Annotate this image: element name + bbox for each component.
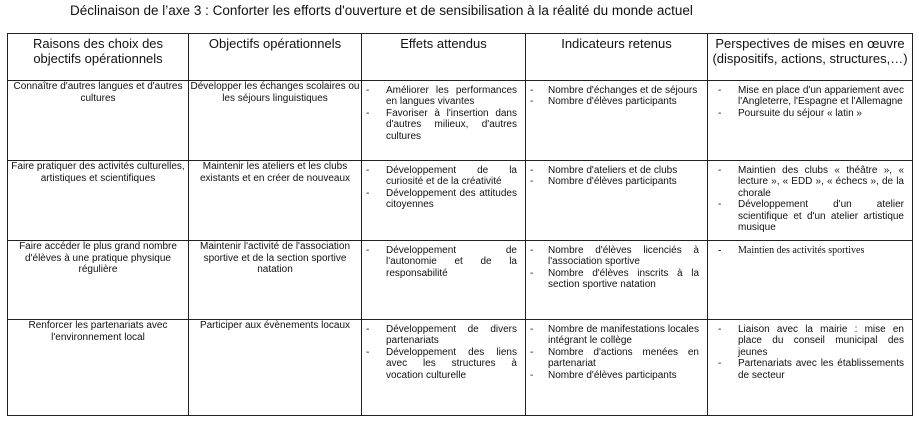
list-item: - Mise en place d'un appariement avec l'Angleterre, l'Espagne et l'Allemagne: [708, 85, 904, 108]
axis-table: [7, 33, 913, 416]
list-item: - Nombre d'élèves licenciés à l'association sportive: [526, 245, 699, 268]
cell-indicateurs: [526, 241, 708, 320]
list-item: - Développement de divers partenariats: [362, 324, 517, 347]
list-item: - Développement de l'autonomie et de la responsabilité: [362, 245, 517, 279]
cell-raison: Connaître d'autres langues et d'autres cultures: [8, 81, 189, 161]
cell-indicateurs: [526, 320, 708, 416]
cell-effets: [362, 161, 526, 241]
list-item: - Liaison avec la mairie : mise en place du conseil municipal des jeunes: [708, 324, 904, 358]
page-title: Déclinaison de l’axe 3 : Conforter les efforts d'ouverture et de sensibilisation à la réalité du monde actuel: [70, 3, 693, 18]
header-indicateurs: Indicateurs retenus: [526, 34, 708, 81]
list-item: - Nombre d'élèves participants: [526, 96, 699, 107]
list-item: - Partenariats avec les établissements de secteur: [708, 358, 904, 381]
cell-raison: Faire pratiquer des activités culturelles, artistiques et scientifiques: [8, 161, 189, 241]
list-item: - Développement des attitudes citoyennes: [362, 188, 517, 211]
list-item: - Maintien des clubs « théâtre », « lecture », « EDD », « échecs », de la chorale: [708, 165, 904, 199]
header-perspectives: Perspectives de mises en œuvre (dispositifs, actions, structures,…): [708, 34, 913, 81]
table-row: [8, 81, 913, 161]
cell-effets: [362, 241, 526, 320]
table-row: [8, 241, 913, 320]
header-objectifs: Objectifs opérationnels: [189, 34, 362, 81]
list-item: - Développement de la curiosité et de la créativité: [362, 165, 517, 188]
cell-indicateurs: [526, 161, 708, 241]
list-item: - Nombre d'échanges et de séjours: [526, 85, 699, 96]
cell-raison: Faire accéder le plus grand nombre d'élèves à une pratique physique régulière: [8, 241, 189, 320]
list-item: - Améliorer les performances en langues vivantes: [362, 85, 517, 108]
list-item: - Nombre de manifestations locales intégrant le collège: [526, 324, 699, 347]
cell-indicateurs: [526, 81, 708, 161]
cell-effets: [362, 320, 526, 416]
list-item: - Nombre d'élèves inscrits à la section sportive natation: [526, 268, 699, 291]
list-item: - Nombre d'élèves participants: [526, 370, 699, 381]
cell-effets: [362, 81, 526, 161]
cell-perspectives: [708, 241, 913, 320]
cell-objectif: Participer aux évènements locaux: [189, 320, 362, 416]
cell-perspectives: [708, 161, 913, 241]
header-raisons: Raisons des choix des objectifs opérationnels: [8, 34, 189, 81]
list-item: - Poursuite du séjour « latin »: [708, 108, 904, 119]
list-item: - Développement des liens avec les structures à vocation culturelle: [362, 347, 517, 381]
cell-perspectives: [708, 81, 913, 161]
list-item: - Développement d'un atelier scientifique et d'un atelier artistique musique: [708, 199, 904, 233]
cell-objectif: Maintenir les ateliers et les clubs existants et en créer de nouveaux: [189, 161, 362, 241]
cell-perspectives: [708, 320, 913, 416]
header-effets: Effets attendus: [362, 34, 526, 81]
list-item: - Maintien des activités sportives: [708, 245, 904, 256]
cell-objectif: Développer les échanges scolaires ou les séjours linguistiques: [189, 81, 362, 161]
cell-raison: Renforcer les partenariats avec l'environnement local: [8, 320, 189, 416]
table-row: [8, 161, 913, 241]
table-row: [8, 320, 913, 416]
table-header-row: [8, 34, 913, 81]
list-item: - Favoriser à l'insertion dans d'autres milieux, d'autres cultures: [362, 108, 517, 142]
list-item: - Nombre d'élèves participants: [526, 176, 699, 187]
list-item: - Nombre d'actions menées en partenariat: [526, 347, 699, 370]
cell-objectif: Maintenir l'activité de l'association sportive et de la section sportive natation: [189, 241, 362, 320]
list-item: - Nombre d'ateliers et de clubs: [526, 165, 699, 176]
